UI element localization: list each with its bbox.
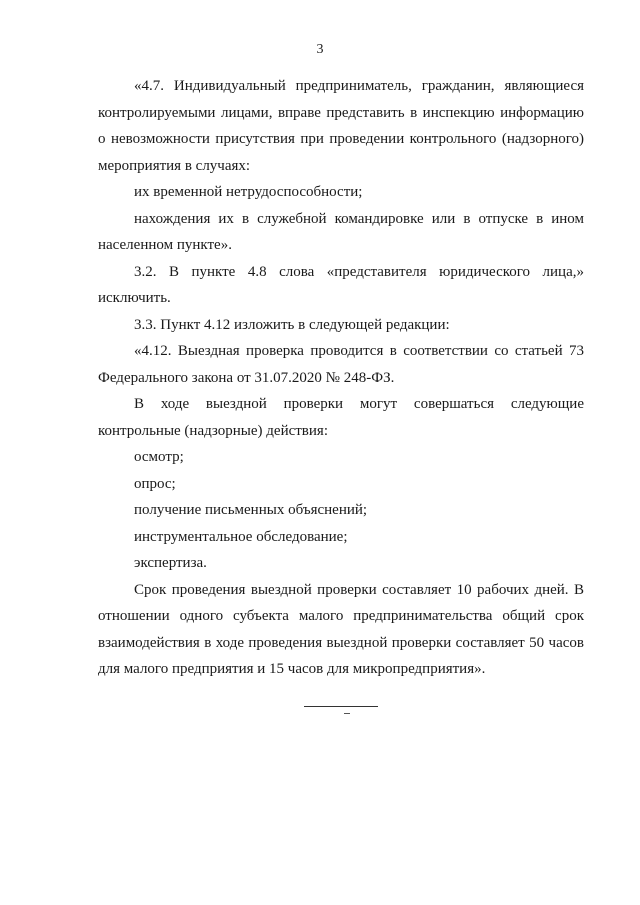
paragraph-3-2: 3.2. В пункте 4.8 слова «представителя юридического лица,» исключить. [98, 263, 584, 306]
paragraph-4-12: «4.12. Выездная проверка проводится в соответствии со статьей 73 Федерального закона от 31.07.2020 № 248-ФЗ. [98, 343, 584, 386]
list-item-inspection: осмотр; [134, 449, 184, 465]
paragraph-inspection-duration: Срок проведения выездной проверки составляет 10 рабочих дней. В отношении одного субъекта малого предпринимательства общий срок взаимодействия в ходе проведения выездной проверки составляет 50 часов для малого предприятия и 15 часов для микропредприятия». [98, 581, 584, 677]
end-divider-mark [344, 713, 350, 714]
list-item-business-trip: нахождения их в служебной командировке или в отпуске в ином населенном пункте». [98, 210, 584, 253]
page-number: 3 [316, 42, 324, 57]
list-item-expertise: экспертиза. [134, 555, 207, 571]
paragraph-3-3: 3.3. Пункт 4.12 изложить в следующей редакции: [134, 316, 450, 333]
paragraph-4-7: «4.7. Индивидуальный предприниматель, гражданин, являющиеся контролируемыми лицами, вправе представить в инспекцию информацию о невозможности присутствия при проведении контрольного (надзорного) мероприятия в случаях: [98, 78, 584, 174]
paragraph-control-actions: В ходе выездной проверки могут совершаться следующие контрольные (надзорные) действия: [98, 396, 584, 439]
list-item-instrumental-examination: инструментальное обследование; [134, 528, 348, 545]
list-item-survey: опрос; [134, 475, 176, 492]
document-body [98, 73, 584, 683]
end-divider [304, 706, 378, 707]
list-item-temporary-disability: их временной нетрудоспособности; [134, 184, 363, 200]
list-item-written-explanations: получение письменных объяснений; [134, 502, 368, 518]
